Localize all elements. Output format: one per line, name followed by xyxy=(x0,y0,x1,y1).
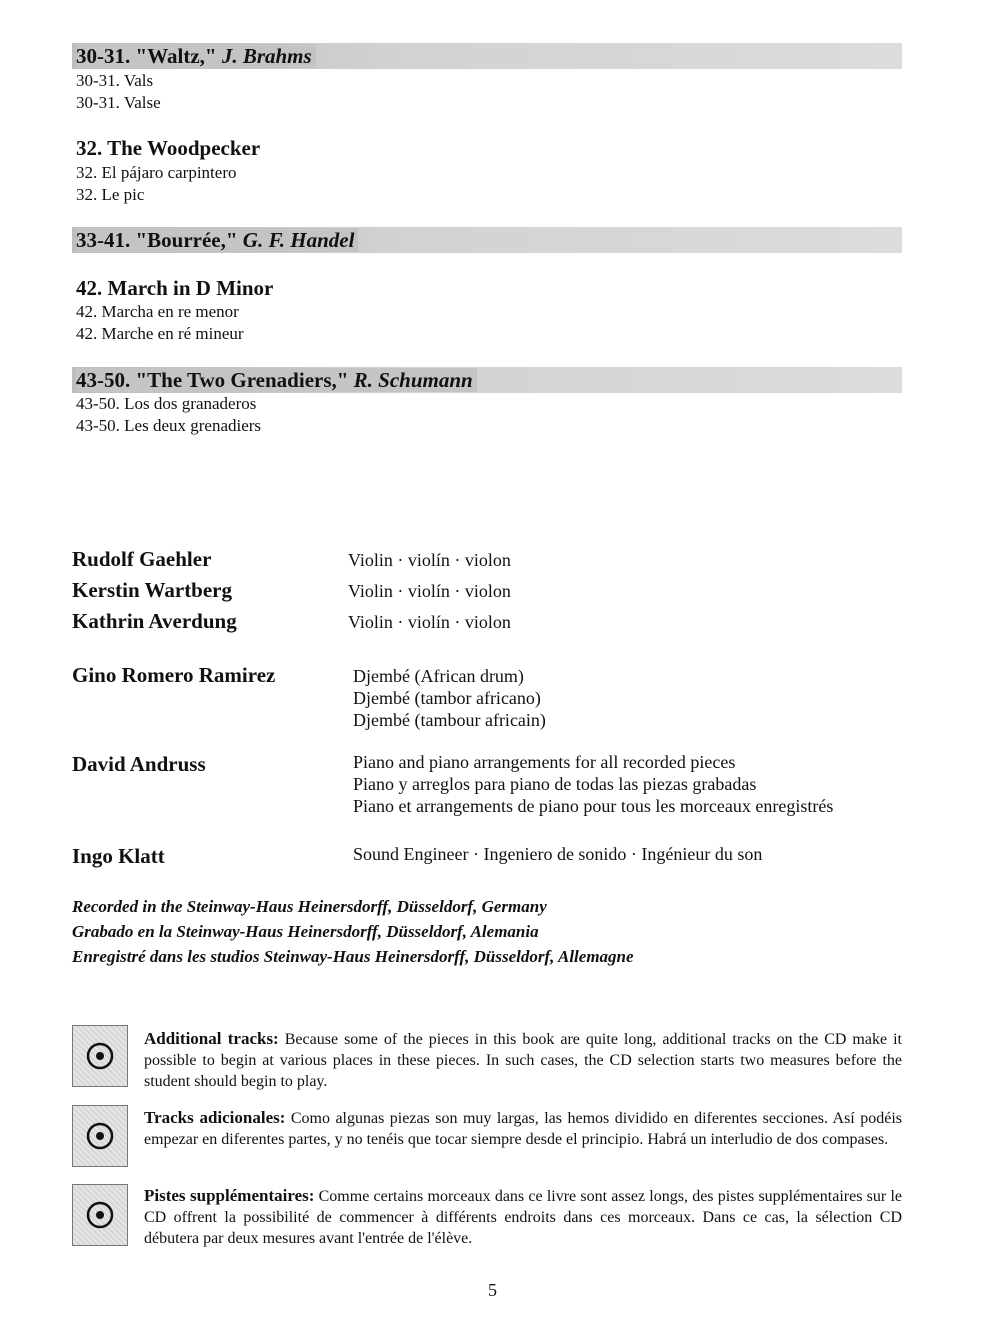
note-label: Additional tracks: xyxy=(144,1029,279,1048)
recording-location-fr: Enregistré dans les studios Steinway-Haus Heinersdorff, Düsseldorf, Allemagne xyxy=(72,947,634,966)
track-spanish: 32. El pájaro carpintero xyxy=(76,163,237,182)
track-french: 42. Marche en ré mineur xyxy=(76,324,244,343)
credit-role: Sound Engineer · Ingeniero de sonido · Ingénieur du son xyxy=(353,844,763,864)
note-text: Comme certains morceaux dans ce livre sont assez longs, des pistes supplémentaires sur le CD offrent la possibilité de commencer à différents endroits dans ces morceaux. Dans ce cas, la sélection CD débutera par deux mesures avant l'entrée de l'élève. xyxy=(144,1188,902,1247)
track-composer: R. Schumann xyxy=(353,368,473,392)
recording-location-en: Recorded in the Steinway-Haus Heinersdorff, Düsseldorf, Germany xyxy=(72,897,547,916)
credit-role: Djembé (tambor africano) xyxy=(353,688,541,708)
note-text: Because some of the pieces in this book are quite long, additional tracks on the CD make it possible to begin at various places in these pieces. In such cases, the CD selection starts two measures before the student should begin to play. xyxy=(144,1031,902,1090)
credit-role: Piano et arrangements de piano pour tous les morceaux enregistrés xyxy=(353,796,834,816)
track-composer: G. F. Handel xyxy=(242,228,355,252)
credit-role: Piano and piano arrangements for all recorded pieces xyxy=(353,752,736,772)
credit-role: Djembé (tambour africain) xyxy=(353,710,546,730)
note-pistes-supplementaires xyxy=(144,1185,902,1249)
credit-role: Violin · violín · violon xyxy=(348,550,511,570)
track-number: 30-31. xyxy=(76,44,131,68)
credit-name: Gino Romero Ramirez xyxy=(72,663,276,687)
credit-role: Violin · violín · violon xyxy=(348,612,511,632)
credit-name: Rudolf Gaehler xyxy=(72,547,212,571)
cd-icon xyxy=(72,1105,128,1167)
track-heading-march xyxy=(76,275,273,301)
credit-name: Ingo Klatt xyxy=(72,844,165,868)
track-spanish: 30-31. Vals xyxy=(76,71,154,90)
track-composer: J. Brahms xyxy=(221,44,312,68)
track-title: The Woodpecker xyxy=(107,136,261,160)
credit-name: Kathrin Averdung xyxy=(72,609,237,633)
track-french: 43-50. Les deux grenadiers xyxy=(76,416,262,435)
credit-role: Violin · violín · violon xyxy=(348,581,511,601)
note-additional-tracks xyxy=(144,1028,902,1092)
credit-name: David Andruss xyxy=(72,752,206,776)
track-spanish: 43-50. Los dos granaderos xyxy=(76,394,257,413)
track-spanish: 42. Marcha en re menor xyxy=(76,302,239,321)
track-heading-grenadiers xyxy=(72,367,902,393)
cd-icon xyxy=(72,1184,128,1246)
note-label: Pistes supplémentaires: xyxy=(144,1186,315,1205)
note-tracks-adicionales xyxy=(144,1107,902,1150)
credit-role: Piano y arreglos para piano de todas las piezas grabadas xyxy=(353,774,757,794)
note-text: Como algunas piezas son muy largas, las hemos dividido en diferentes secciones. Así podéis empezar en diferentes partes, y no tenéis que tocar siempre desde el principio. Habrá un interludio de dos compases. xyxy=(144,1110,902,1148)
track-french: 32. Le pic xyxy=(76,185,145,204)
note-label: Tracks adicionales: xyxy=(144,1108,286,1127)
track-french: 30-31. Valse xyxy=(76,93,161,112)
credit-role: Djembé (African drum) xyxy=(353,666,524,686)
page-number: 5 xyxy=(488,1280,497,1300)
track-number: 33-41. xyxy=(76,228,131,252)
credit-name: Kerstin Wartberg xyxy=(72,578,233,602)
track-number: 42. xyxy=(76,276,103,300)
track-title: "The Two Grenadiers," xyxy=(135,368,349,392)
cd-icon xyxy=(72,1025,128,1087)
track-number: 43-50. xyxy=(76,368,131,392)
recording-location-es: Grabado en la Steinway-Haus Heinersdorff, Düsseldorf, Alemania xyxy=(72,922,539,941)
track-heading-woodpecker xyxy=(76,135,260,161)
track-heading-bourree xyxy=(72,227,902,253)
track-title: March in D Minor xyxy=(107,276,274,300)
track-title: "Bourrée," xyxy=(135,228,238,252)
track-number: 32. xyxy=(76,136,103,160)
track-heading-waltz xyxy=(72,43,902,69)
track-title: "Waltz," xyxy=(135,44,217,68)
